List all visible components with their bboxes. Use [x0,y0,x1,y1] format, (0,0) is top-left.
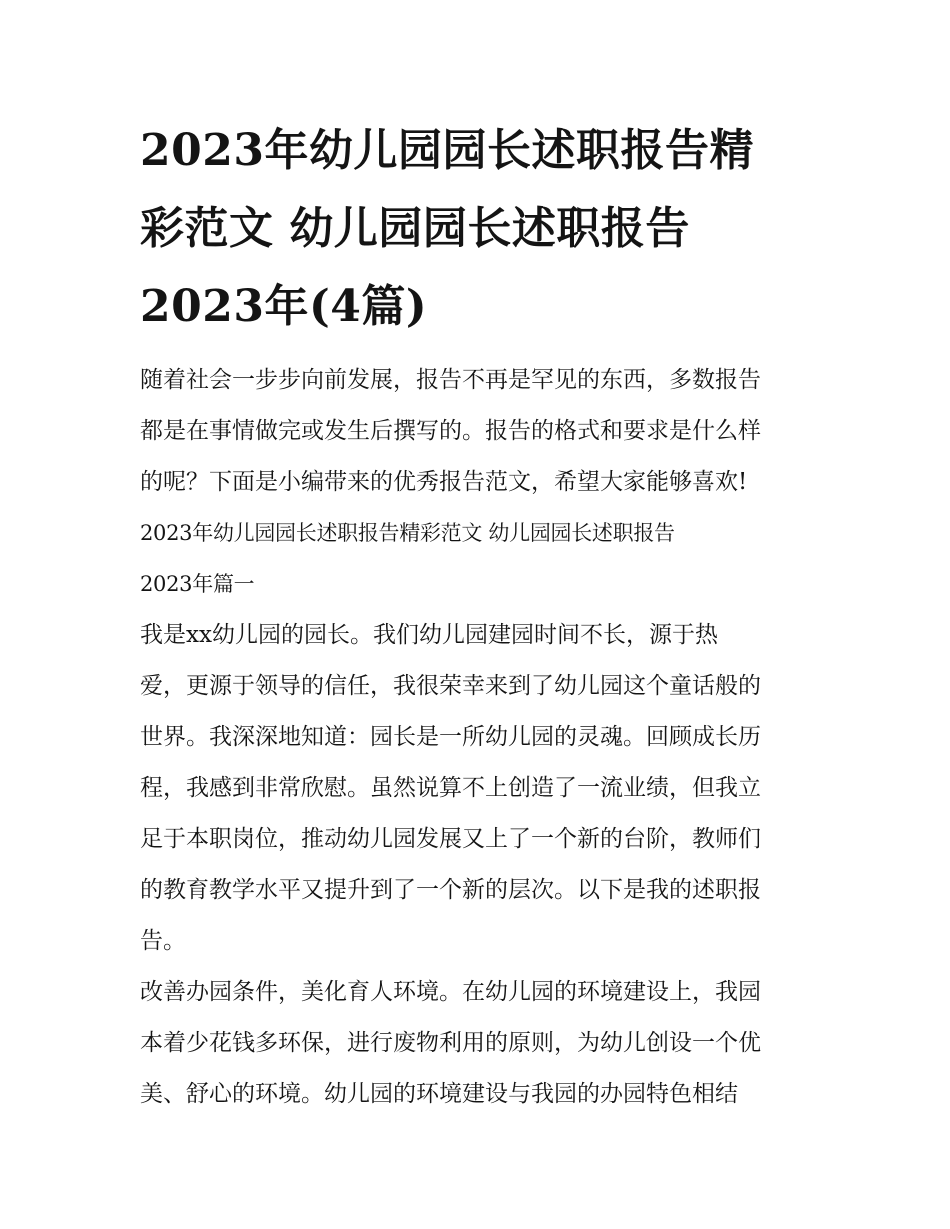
body-line-3: 的呢？下面是小编带来的优秀报告范文，希望大家能够喜欢! [140,469,748,495]
title-line-2: 彩范文 幼儿园园长述职报告 [140,203,690,254]
title-line-1: 2023年幼儿园园长述职报告精 [140,125,754,176]
body-line-7: 爱，更源于领导的信任，我很荣幸来到了幼儿园这个童话般的 [140,673,761,699]
body-line-1: 随着社会一步步向前发展，报告不再是罕见的东西，多数报告 [140,367,761,393]
document-title [140,112,820,346]
body-line-12: 告。 [140,928,186,954]
body-line-9: 程，我感到非常欣慰。虽然说算不上创造了一流业绩，但我立 [140,775,761,801]
body-line-2: 都是在事情做完或发生后撰写的。报告的格式和要求是什么样 [140,418,761,444]
body-line-10: 足于本职岗位，推动幼儿园发展又上了一个新的台阶，教师们 [140,826,761,852]
section-heading-line-2: 2023年篇一 [140,572,255,596]
title-line-3: 2023年(4篇) [140,281,428,332]
document-body [140,355,830,1120]
body-line-8: 世界。我深深地知道：园长是一所幼儿园的灵魂。回顾成长历 [140,724,761,750]
section-heading-line-1: 2023年幼儿园园长述职报告精彩范文 幼儿园园长述职报告 [140,521,675,545]
body-line-6: 我是xx幼儿园的园长。我们幼儿园建园时间不长，源于热 [140,622,718,648]
body-line-15: 美、舒心的环境。幼儿园的环境建设与我园的办园特色相结 [140,1081,738,1107]
body-line-14: 本着少花钱多环保，进行废物利用的原则，为幼儿创设一个优 [140,1030,761,1056]
body-line-13: 改善办园条件，美化育人环境。在幼儿园的环境建设上，我园 [140,979,761,1005]
body-line-11: 的教育教学水平又提升到了一个新的层次。以下是我的述职报 [140,877,761,903]
